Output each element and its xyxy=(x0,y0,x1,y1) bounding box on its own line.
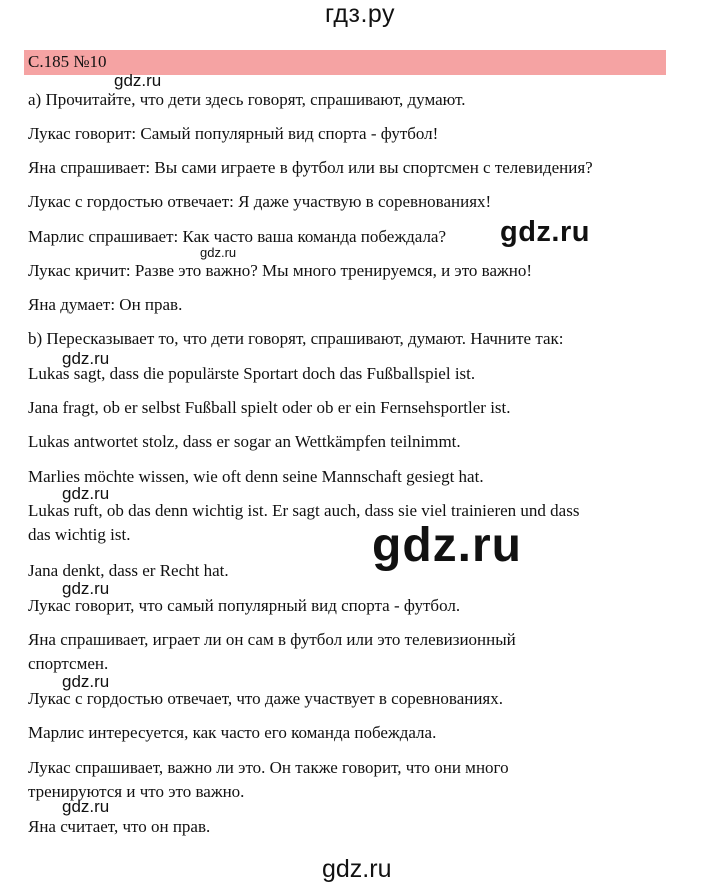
text-line: Lukas ruft, ob das denn wichtig ist. Er sagt auch, dass sie viel trainieren und dass xyxy=(28,501,580,520)
text-line: Лукас с гордостью отвечает, что даже участвует в соревнованиях. xyxy=(28,689,504,708)
watermark: gdz.ru xyxy=(114,71,162,90)
text-line: Лукас спрашивает, важно ли это. Он также говорит, что они много xyxy=(28,758,509,777)
watermark: gdz.ru xyxy=(62,797,110,816)
task-title: С.185 №10 xyxy=(28,52,107,71)
watermark: gdz.ru xyxy=(62,484,110,503)
watermark: gdz.ru xyxy=(372,519,522,572)
text-line: спортсмен. xyxy=(28,654,109,673)
watermark: gdz.ru xyxy=(322,855,392,883)
text-line: Лукас говорит: Самый популярный вид спорта - футбол! xyxy=(28,124,439,143)
text-line: Лукас кричит: Разве это важно? Мы много тренируемся, и это важно! xyxy=(28,261,533,280)
text-line: Marlies möchte wissen, wie oft denn seine Mannschaft gesiegt hat. xyxy=(28,467,484,486)
watermark: gdz.ru xyxy=(62,672,110,691)
site-header[interactable]: гдз.ру xyxy=(324,0,396,28)
watermark: gdz.ru xyxy=(500,216,590,248)
text-line: Яна спрашивает: Вы сами играете в футбол или вы спортсмен с телевидения? xyxy=(28,158,593,177)
text-line: Яна спрашивает, играет ли он сам в футбол или это телевизионный xyxy=(28,630,516,649)
text-line: Марлис спрашивает: Как часто ваша команда побеждала? xyxy=(28,227,447,246)
text-line: Лукас говорит, что самый популярный вид спорта - футбол. xyxy=(28,596,461,615)
text-line: Яна считает, что он прав. xyxy=(28,817,211,836)
text-line: Лукас с гордостью отвечает: Я даже участвую в соревнованиях! xyxy=(28,192,492,211)
text-line: das wichtig ist. xyxy=(28,525,131,544)
text-line: Марлис интересуется, как часто его команда побеждала. xyxy=(28,723,437,742)
text-line: b) Пересказывает то, что дети говорят, спрашивают, думают. Начните так: xyxy=(28,329,564,348)
watermark: gdz.ru xyxy=(62,349,110,368)
text-line: a) Прочитайте, что дети здесь говорят, спрашивают, думают. xyxy=(28,90,466,109)
watermark: gdz.ru xyxy=(200,245,237,260)
text-line: Яна думает: Он прав. xyxy=(28,295,183,314)
text-line: Lukas sagt, dass die populärste Sportart doch das Fußballspiel ist. xyxy=(28,364,476,383)
text-line: Jana fragt, ob er selbst Fußball spielt oder ob er ein Fernsehsportler ist. xyxy=(28,398,511,417)
watermark: gdz.ru xyxy=(62,579,110,598)
text-line: тренируются и что это важно. xyxy=(28,782,245,801)
text-line: Lukas antwortet stolz, dass er sogar an Wettkämpfen teilnimmt. xyxy=(28,432,461,451)
text-line: Jana denkt, dass er Recht hat. xyxy=(28,561,229,580)
